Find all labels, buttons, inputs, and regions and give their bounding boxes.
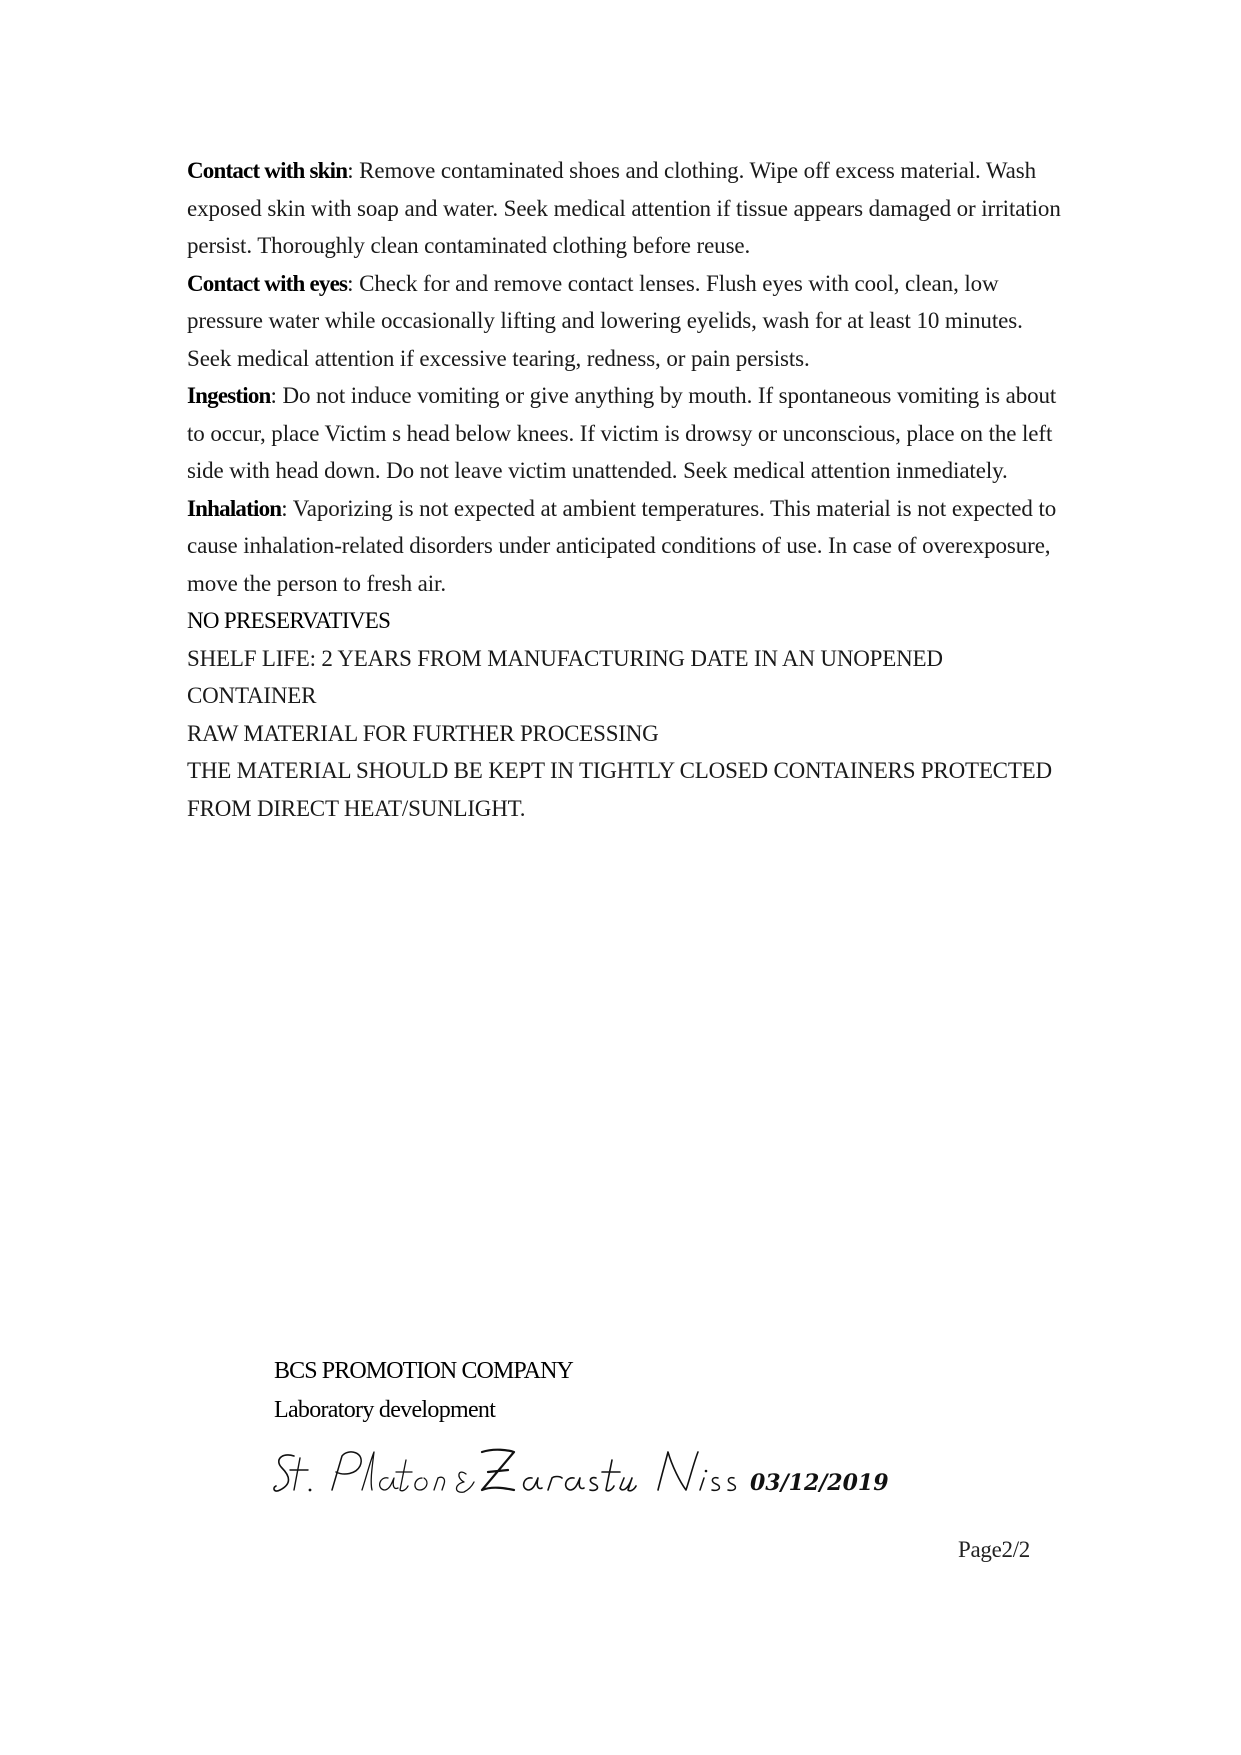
handwritten-signature [270, 1438, 889, 1508]
ingestion-heading: Ingestion [187, 383, 271, 408]
signature-stroke [274, 1455, 294, 1491]
ingestion-text: : Do not induce vomiting or give anything by mouth. If spontaneous vomiting is about to occur, place Victim s head below knees. If victim is drowsy or unconscious, place on the left side with head down. Do not leave victim unattended. Seek medical attention inmediately. [187, 383, 1057, 483]
signature-date: 03/12/2019 [750, 1470, 889, 1496]
signature-stroke [457, 1472, 475, 1492]
signature-stroke [566, 1478, 584, 1490]
eye-contact-heading: Contact with eyes [187, 270, 348, 296]
signature-stroke [396, 1460, 412, 1491]
inhalation-heading: Inhalation [187, 495, 282, 521]
company-department: Laboratory development [274, 1397, 496, 1423]
signature-stroke [712, 1478, 719, 1491]
storage-note: THE MATERIAL SHOULD BE KEPT IN TIGHTLY CLOSED CONTAINERS PROTECTED FROM DIRECT HEAT/SUNLIGHT. [187, 758, 1052, 821]
signature-stroke [362, 1452, 374, 1490]
signature-stroke [548, 1477, 562, 1491]
raw-material-note: RAW MATERIAL FOR FURTHER PROCESSING [187, 720, 659, 746]
skin-contact-text: : Remove contaminated shoes and clothing. Wipe off excess material. Wash exposed skin with soap and water. Seek medical attention if tissue appears damaged or irritation persist. Thoroughly clean contaminated clothing before reuse. [187, 158, 1061, 258]
skin-contact-heading: Contact with skin [187, 158, 348, 183]
signature-stroke [332, 1452, 361, 1490]
shelf-life-note: SHELF LIFE: 2 YEARS FROM MANUFACTURING DATE IN AN UNOPENED CONTAINER [187, 645, 943, 708]
signature-dot [309, 1489, 312, 1492]
signature-stroke [415, 1478, 427, 1490]
no-preservatives-note: NO PRESERVATIVES [187, 608, 391, 633]
page-number: Page2/2 [958, 1537, 1030, 1562]
ingestion-paragraph [187, 377, 1067, 490]
signature-stroke [620, 1478, 636, 1491]
signature-stroke [380, 1478, 398, 1490]
signature-stroke [658, 1452, 698, 1490]
document-body [187, 152, 1067, 827]
signature-stroke [700, 1478, 704, 1490]
signature-stroke [290, 1458, 308, 1490]
inhalation-paragraph [187, 490, 1067, 603]
skin-contact-paragraph [187, 152, 1067, 265]
eye-contact-text: : Check for and remove contact lenses. Flush eyes with cool, clean, low pressure water while occasionally lifting and lowering eyelids, wash for at least 10 minutes. Seek medical attention if excessive tearing, redness, or pain persists. [187, 270, 1023, 371]
company-block [274, 1352, 573, 1430]
signature-stroke [590, 1478, 597, 1491]
signature-stroke [728, 1478, 735, 1491]
signature-stroke [434, 1477, 445, 1490]
eye-contact-paragraph [187, 265, 1067, 378]
company-name: BCS PROMOTION COMPANY [274, 1358, 573, 1384]
signature-stroke [602, 1460, 620, 1491]
inhalation-text: : Vaporizing is not expected at ambient temperatures. This material is not expected to cause inhalation-related disorders under anticipated conditions of use. In case of overexposure, move the person to fresh air. [187, 495, 1057, 596]
signature-stroke [524, 1478, 542, 1490]
signature-stroke [482, 1450, 514, 1490]
signature-dot [705, 1470, 708, 1473]
